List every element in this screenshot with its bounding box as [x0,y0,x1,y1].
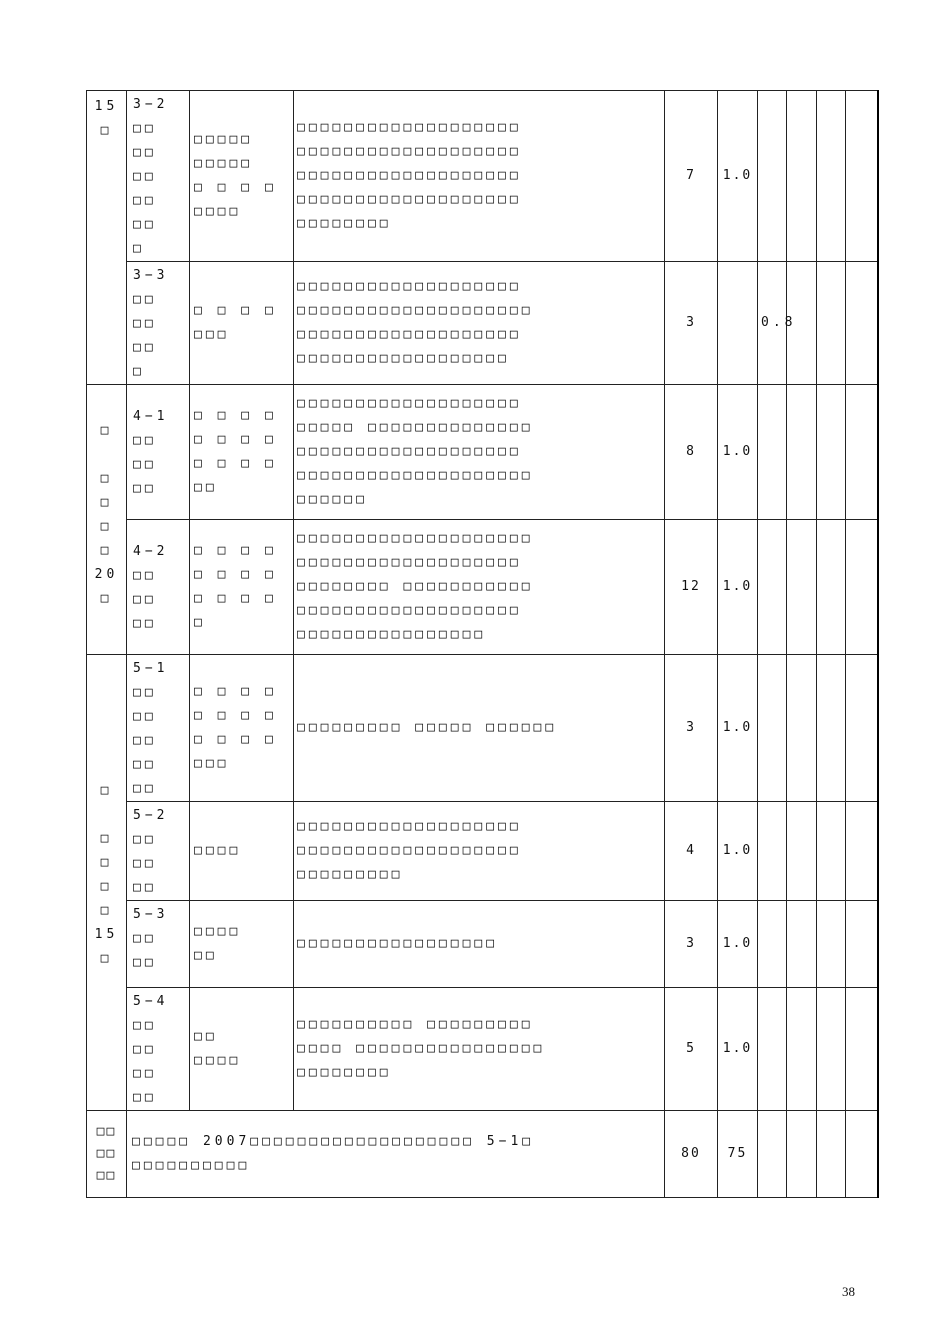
rating-a-cell: 1.0 [718,802,758,901]
score-cell: 5 [665,988,718,1111]
table-row [87,385,878,520]
rating-a-cell: 1.0 [718,901,758,988]
item-cell: 5−1 □□ □□ □□ □□ □□ [127,655,190,802]
rating-d-cell [817,91,846,262]
summary-rating-e [846,1111,878,1198]
rating-e-cell [846,988,878,1111]
point-cell: □□ □□□□ [190,988,294,1111]
summary-rating-b [758,1111,787,1198]
summary-score: 80 [665,1111,718,1198]
rating-b-cell [758,988,787,1111]
score-cell: 3 [665,901,718,988]
rating-a-cell [718,262,758,385]
point-cell: □ □ □ □ □ □ □ □ □ □ □ □ □□□ [190,655,294,802]
description-cell: □□□□□□□□□□□□□□□□□□□ □□□□□ □□□□□□□□□□□□□□ □□□□□□□□□□□□□□□□□□□ □□□□□□□□□□□□□□□□□□□□ □□□□□□ [294,385,665,520]
point-cell: □ □ □ □ □□□ [190,262,294,385]
description-cell: □□□□□□□□□□ □□□□□□□□□ □□□□ □□□□□□□□□□□□□□□□ □□□□□□□□ [294,988,665,1111]
point-cell: □ □ □ □ □ □ □ □ □ □ □ □ □□ [190,385,294,520]
point-cell: □□□□□ □□□□□ □ □ □ □ □□□□ [190,91,294,262]
rating-c-cell [787,91,817,262]
rating-b-cell [758,802,787,901]
rating-e-cell [846,91,878,262]
rating-b-cell [758,655,787,802]
rating-c-cell [787,901,817,988]
point-cell: □□□□ □□ [190,901,294,988]
description-cell: □□□□□□□□□ □□□□□ □□□□□□ [294,655,665,802]
category-cell: □ □ □ □ □ 15 □ [87,655,127,1111]
rating-e-cell [846,655,878,802]
score-cell: 12 [665,520,718,655]
rating-a-cell: 1.0 [718,988,758,1111]
rating-b-cell [758,520,787,655]
table-row [87,520,878,655]
rating-c-cell [787,988,817,1111]
item-cell: 5−3 □□ □□ [127,901,190,988]
summary-rating-d [817,1111,846,1198]
evaluation-table [86,90,879,1198]
summary-rating-c [787,1111,817,1198]
summary-rating-a: 75 [718,1111,758,1198]
item-cell: 5−2 □□ □□ □□ [127,802,190,901]
rating-d-cell [817,988,846,1111]
rating-d-cell [817,262,846,385]
rating-d-cell [817,385,846,520]
description-cell: □□□□□□□□□□□□□□□□□ [294,901,665,988]
rating-c-cell [787,802,817,901]
item-cell: 4−1 □□ □□ □□ [127,385,190,520]
rating-d-cell [817,655,846,802]
rating-b-cell [758,91,787,262]
item-cell: 5−4 □□ □□ □□ □□ [127,988,190,1111]
point-cell: □ □ □ □ □ □ □ □ □ □ □ □ □ [190,520,294,655]
rating-c-cell [787,655,817,802]
table-row [87,802,878,901]
rating-d-cell [817,901,846,988]
rating-e-cell [846,520,878,655]
score-cell: 7 [665,91,718,262]
rating-d-cell [817,802,846,901]
score-cell: 8 [665,385,718,520]
rating-c-cell [787,520,817,655]
summary-row [87,1111,878,1198]
description-cell: □□□□□□□□□□□□□□□□□□□ □□□□□□□□□□□□□□□□□□□ □□□□□□□□□ [294,802,665,901]
rating-a-cell: 1.0 [718,520,758,655]
summary-label: □□ □□ □□ [87,1111,127,1198]
summary-text: □□□□□ 2007□□□□□□□□□□□□□□□□□□□ 5−1□ □□□□□□□□□□ [127,1111,665,1198]
item-cell: 3−3 □□ □□ □□ □ [127,262,190,385]
rating-a-cell: 1.0 [718,91,758,262]
table-row [87,988,878,1111]
description-cell: □□□□□□□□□□□□□□□□□□□□ □□□□□□□□□□□□□□□□□□□ □□□□□□□□ □□□□□□□□□□□ □□□□□□□□□□□□□□□□□□□ □□□□□□□□□□□□□□□□ [294,520,665,655]
category-cell: □ □ □ □ □ 20 □ [87,385,127,655]
table-row [87,655,878,802]
rating-e-cell [846,802,878,901]
table-row [87,91,878,262]
rating-a-cell: 1.0 [718,655,758,802]
rating-e-cell [846,901,878,988]
rating-b-cell [758,901,787,988]
rating-b-cell: 0.8 [758,262,787,385]
rating-d-cell [817,520,846,655]
rating-e-cell [846,385,878,520]
table-row [87,901,878,988]
point-cell: □□□□ [190,802,294,901]
rating-b-cell [758,385,787,520]
description-cell: □□□□□□□□□□□□□□□□□□□ □□□□□□□□□□□□□□□□□□□ □□□□□□□□□□□□□□□□□□□ □□□□□□□□□□□□□□□□□□□ □□□□□□□□ [294,91,665,262]
rating-a-cell: 1.0 [718,385,758,520]
score-cell: 3 [665,262,718,385]
category-cell: 15 □ [87,91,127,385]
item-cell: 3−2 □□ □□ □□ □□ □□ □ [127,91,190,262]
table-row [87,262,878,385]
page-number: 38 [842,1284,855,1299]
rating-e-cell [846,262,878,385]
rating-c-cell [787,385,817,520]
score-cell: 3 [665,655,718,802]
item-cell: 4−2 □□ □□ □□ [127,520,190,655]
description-cell: □□□□□□□□□□□□□□□□□□□ □□□□□□□□□□□□□□□□□□□□ □□□□□□□□□□□□□□□□□□□ □□□□□□□□□□□□□□□□□□ [294,262,665,385]
score-cell: 4 [665,802,718,901]
